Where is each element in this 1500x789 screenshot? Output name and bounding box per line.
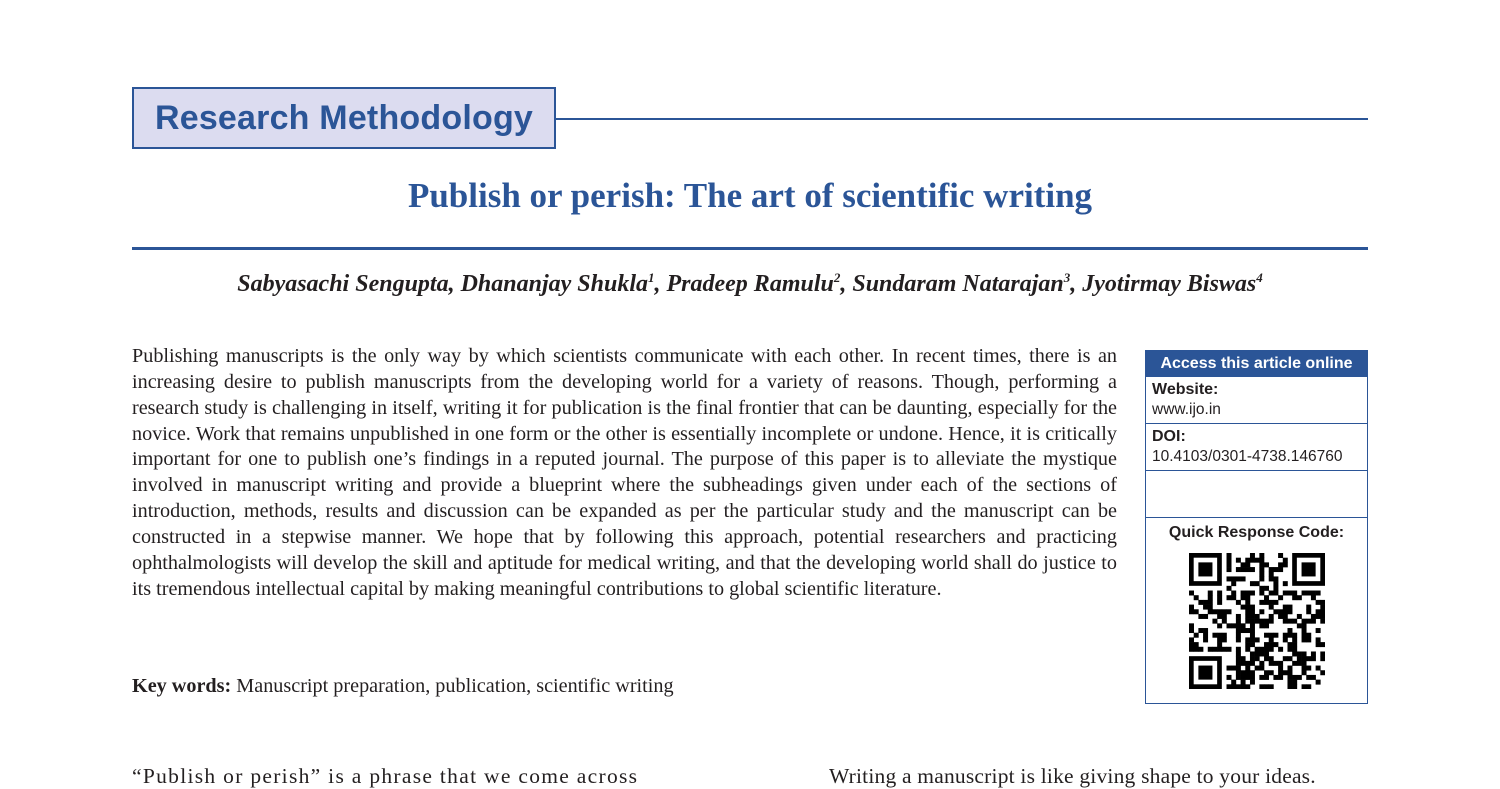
keywords-text: Manuscript preparation, publication, scientific writing <box>236 675 674 697</box>
website-row <box>1146 376 1367 423</box>
qr-code-icon[interactable] <box>1189 553 1325 689</box>
author-name: Sundaram Natarajan <box>852 271 1064 297</box>
author-name: Sabyasachi Sengupta <box>237 271 449 297</box>
doi-label: DOI: <box>1152 428 1186 445</box>
title-divider <box>132 247 1368 250</box>
website-label: Website: <box>1152 381 1219 398</box>
author-affiliation: 4 <box>1256 270 1263 285</box>
author-affiliation: 3 <box>1063 270 1071 285</box>
keywords <box>132 675 1117 698</box>
abstract-text: Publishing manuscripts is the only way by which scientists communicate with each other. In recent times, there is an increasing desire to publish manuscripts from the developing world for a variety of reasons. Though, performing a research study is challenging in itself, writing it for publication is the final frontier that can be daunting, especially for the novice. Work that remains unpublished in one form or the other is essentially incomplete or undone. Hence, it is critically important for one to publish one’s findings in a reputed journal. The purpose of this paper is to alleviate the mystique involved in manuscript writing and provide a blueprint where the subheadings given under each of the sections of introduction, methods, results and discussion can be expanded as per the particular study and the manuscript can be constructed in a stepwise manner. We hope that by following this approach, potential researchers and practicing ophthalmologists will develop the skill and aptitude for medical writing, and that the developing world shall do justice to its tremendous intellectual capital by making meaningful contributions to global scientific literature. <box>132 345 1117 600</box>
author-affiliation: 1 <box>648 270 655 285</box>
access-article-box <box>1145 350 1368 704</box>
keywords-label: Key words: <box>132 675 232 697</box>
qr-row <box>1146 517 1367 703</box>
author-list: Sabyasachi Sengupta, Dhananjay Shukla$^1$, Pradeep Ramulu$^2$, Sundaram Natarajan$^3$, Jyotirmay Biswas$^4$ <box>237 270 1263 297</box>
article-title: Publish or perish: The art of scientific writing <box>407 176 1093 215</box>
author-name: Dhananjay Shukla <box>460 271 648 297</box>
empty-row <box>1146 470 1367 517</box>
qr-label: Quick Response Code: <box>1168 524 1345 541</box>
section-divider <box>556 118 1368 120</box>
access-box-header: Access this article online <box>1146 351 1367 376</box>
website-link[interactable]: www.ijo.in <box>1152 401 1221 418</box>
author-affiliation: 2 <box>833 270 841 285</box>
section-label: Research Methodology <box>132 87 556 149</box>
author-name: Jyotirmay Biswas <box>1082 271 1257 297</box>
author-name: Pradeep Ramulu <box>666 271 834 297</box>
doi-link[interactable]: 10.4103/0301-4738.146760 <box>1152 448 1343 465</box>
doi-row <box>1146 423 1367 470</box>
body-text-left-column: “Publish or perish” is a phrase that we come across <box>132 764 639 788</box>
body-text-right-column: Writing a manuscript is like giving shape to your ideas. <box>829 764 1316 788</box>
